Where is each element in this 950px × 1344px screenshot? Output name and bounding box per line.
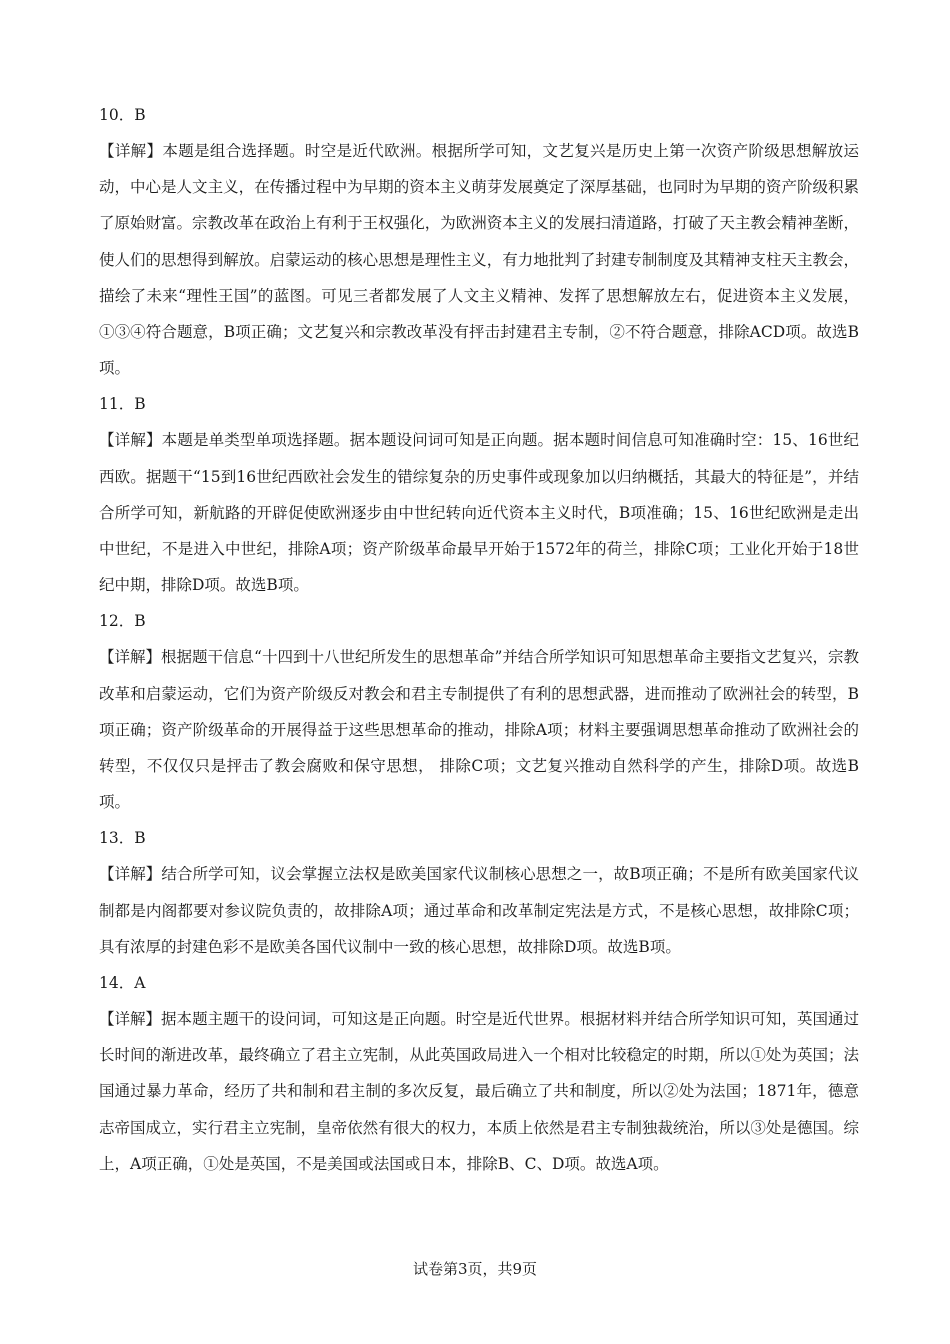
answer-explanation bbox=[99, 639, 859, 820]
answer-explanation bbox=[99, 133, 859, 386]
question-14 bbox=[99, 965, 859, 1182]
page-content bbox=[99, 97, 859, 1182]
explanation-text: 本题是单类型单项选择题。据本题设问词可知是正向题。据本题时间信息可知准确时空：15、16世纪西欧。据题干“15到16世纪西欧社会发生的错综复杂的历史事件或现象加以归纳概括，其最大的特征是”，并结合所学可知，新航路的开辟促使欧洲逐步由中世纪转向近代资本主义时代，B项准确；15、16世纪欧洲是走出中世纪，不是进入中世纪，排除A项；资产阶级革命最早开始于1572年的荷兰，排除C项；工业化开始于18世纪中期，排除D项。故选B项。 bbox=[99, 431, 859, 595]
explanation-text: 根据题干信息“十四到十八世纪所发生的思想革命”并结合所学知识可知思想革命主要指文艺复兴，宗教改革和启蒙运动，它们为资产阶级反对教会和君主专制提供了有利的思想武器，进而推动了欧洲社会的转型，B项正确；资产阶级革命的开展得益于这些思想革命的推动，排除A项；材料主要强调思想革命推动了欧洲社会的转型，不仅仅只是抨击了教会腐败和保守思想， 排除C项；文艺复兴推动自然科学的产生，排除D项。故选B项。 bbox=[99, 648, 859, 812]
detail-tag: 【详解】 bbox=[99, 431, 162, 450]
answer-label: 13．B bbox=[99, 829, 146, 848]
answer-explanation bbox=[99, 856, 859, 965]
detail-tag: 【详解】 bbox=[99, 865, 162, 884]
detail-tag: 【详解】 bbox=[99, 142, 163, 160]
answer-label: 10．B bbox=[99, 106, 146, 124]
question-10 bbox=[99, 97, 859, 386]
explanation-text: 结合所学可知，议会掌握立法权是欧美国家代议制核心思想之一，故B项正确；不是所有欧美国家代议制都是内阁都要对参议院负责的，故排除A项；通过革命和改革制定宪法是方式，不是核心思想，故排除C项；具有浓厚的封建色彩不是欧美各国代议制中一致的核心思想，故排除D项。故选B项。 bbox=[99, 865, 859, 956]
explanation-text: 本题是组合选择题。时空是近代欧洲。根据所学可知，文艺复兴是历史上第一次资产阶级思想解放运动，中心是人文主义，在传播过程中为早期的资本主义萌芽发展奠定了深厚基础，也同时为早期的资产阶级积累了原始财富。宗教改革在政治上有利于王权强化，为欧洲资本主义的发展扫清道路，打破了天主教会精神垄断，使人们的思想得到解放。启蒙运动的核心思想是理性主义，有力地批判了封建专制制度及其精神支柱天主教会，描绘了未来“理性王国”的蓝图。可见三者都发展了人文主义精神、发挥了思想解放左右，促进资本主义发展，①③④符合题意，B项正确；文艺复兴和宗教改革没有抨击封建君主专制，②不符合题意，排除ACD项。故选B项。 bbox=[99, 142, 859, 378]
detail-tag: 【详解】 bbox=[99, 648, 162, 667]
question-13 bbox=[99, 820, 859, 965]
question-12 bbox=[99, 603, 859, 820]
detail-tag: 【详解】 bbox=[99, 1010, 162, 1029]
question-11 bbox=[99, 386, 859, 603]
answer-label: 14．A bbox=[99, 974, 146, 993]
page-footer: 试卷第3页，共9页 bbox=[412, 1260, 538, 1278]
answer-explanation bbox=[99, 1001, 859, 1182]
answer-label: 11．B bbox=[99, 395, 146, 414]
answer-label: 12．B bbox=[99, 612, 146, 631]
answer-explanation bbox=[99, 422, 859, 603]
explanation-text: 据本题主题干的设问词，可知这是正向题。时空是近代世界。根据材料并结合所学知识可知，英国通过长时间的渐进改革，最终确立了君主立宪制，从此英国政局进入一个相对比较稳定的时期，所以①处为英国；法国通过暴力革命，经历了共和制和君主制的多次反复，最后确立了共和制度，所以②处为法国；1871年，德意志帝国成立，实行君主立宪制，皇帝依然有很大的权力，本质上依然是君主专制独裁统治，所以③处是德国。综上，A项正确，①处是英国，不是美国或法国或日本，排除B、C、D项。故选A项。 bbox=[99, 1010, 859, 1173]
